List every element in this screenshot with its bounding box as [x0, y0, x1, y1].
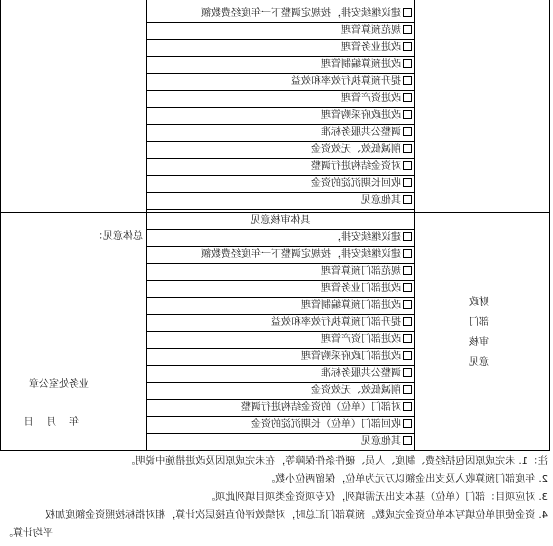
checklist-row	[147, 176, 414, 192]
checkbox[interactable]	[403, 178, 412, 187]
checklist-row	[147, 315, 414, 331]
checklist-row	[147, 383, 414, 399]
checklist-label: 改进业务管理	[341, 42, 401, 53]
checklist-row	[147, 74, 414, 90]
checklist-label: 规范部门预算管理	[321, 266, 401, 277]
checklist-row	[147, 332, 414, 348]
footnote-line: 4. 资金使用单位填写本单位资金完成数。预算部门汇总时，对绩效评价直接层次计算，相对指标按照资金额度加权	[45, 510, 548, 521]
checkbox[interactable]	[403, 8, 412, 17]
checklist-label: 建议继续安排，按规定调整下一年度经费数额	[201, 8, 401, 19]
checklist-row	[147, 91, 414, 107]
checklist-row	[147, 125, 414, 141]
checklist-label: 改进部门预算编制管理	[301, 300, 401, 311]
row-divider	[147, 450, 415, 451]
checkbox[interactable]	[403, 283, 412, 292]
checkbox[interactable]	[403, 385, 412, 394]
checklist-row	[147, 247, 414, 263]
checkbox[interactable]	[403, 368, 412, 377]
checkbox[interactable]	[403, 93, 412, 102]
checkbox[interactable]	[403, 402, 412, 411]
checklist-row	[147, 6, 414, 22]
footnote-line: 注：1. 未完成原因包括经费、制度、人员、硬件条件保障等，在未完成原因及改进措施中说明。	[125, 456, 548, 467]
checklist-label: 改进部门政府采购管理	[301, 351, 401, 362]
checklist-label: 改进部门资产管理	[321, 334, 401, 345]
checklist-row	[147, 281, 414, 297]
checklist-label: 对部门（单位）的资金结构进行调整	[241, 402, 401, 413]
checklist-row	[147, 349, 414, 365]
checklist-row	[147, 366, 414, 382]
overall-opinion-label: 总体意见：	[93, 231, 143, 242]
footnote-line: 3. 对应项目：部门（单位）基本支出无需填列，仅专项资金类项目填列此项。	[205, 492, 548, 503]
checklist-row	[147, 213, 414, 229]
checklist-label: 其他意见	[361, 436, 401, 447]
finance-review-line: 审核	[469, 337, 489, 348]
checklist-label: 调整公共服务标准	[321, 368, 401, 379]
checklist-label: 建议继续安排，按规定调整下一年度经费数额	[201, 249, 401, 260]
checkbox[interactable]	[403, 300, 412, 309]
checklist-label: 提升预算执行效率和效益	[291, 76, 401, 87]
checklist-row	[147, 434, 414, 450]
checklist-row	[147, 230, 414, 246]
checklist-label: 调整公共服务标准	[321, 127, 401, 138]
checkbox[interactable]	[403, 436, 412, 445]
checklist-label: 规范预算管理	[341, 25, 401, 36]
checklist-label: 收回部门（单位）长期沉淀的资金	[251, 419, 401, 430]
checkbox[interactable]	[403, 59, 412, 68]
checkbox[interactable]	[403, 42, 412, 51]
checkbox[interactable]	[403, 25, 412, 34]
checkbox[interactable]	[403, 144, 412, 153]
checklist-label: 其他意见	[361, 195, 401, 206]
finance-review-line: 意见	[469, 357, 489, 368]
checklist-label: 改进资产管理	[341, 93, 401, 104]
checklist-row	[147, 193, 414, 209]
checkbox[interactable]	[403, 110, 412, 119]
checklist-label: 建议继续安排，	[331, 232, 401, 243]
checklist-row	[147, 108, 414, 124]
date-text: 年 月 日	[23, 417, 79, 428]
checklist-row	[147, 57, 414, 73]
checklist-label: 对资金结构进行调整	[311, 161, 401, 172]
checklist-label: 削减低效、无效资金	[311, 385, 401, 396]
finance-review-line: 财政	[469, 297, 489, 308]
checklist-label: 提升部门预算执行效率和效益	[271, 317, 401, 328]
footnote-line: 2. 年度部门预算收入及支出金额以万元为单位，保留两位小数。	[265, 474, 548, 485]
checklist-row	[147, 264, 414, 280]
checkbox[interactable]	[403, 351, 412, 360]
checklist-row	[147, 23, 414, 39]
checklist-label: 具体审核意见	[250, 215, 311, 226]
checkbox[interactable]	[403, 266, 412, 275]
checklist-label: 收回长期沉淀的资金	[311, 178, 401, 189]
checkbox[interactable]	[403, 195, 412, 204]
checkbox[interactable]	[403, 161, 412, 170]
checklist-label: 改进预算编制管理	[321, 59, 401, 70]
checklist-row	[147, 400, 414, 416]
checkbox[interactable]	[403, 334, 412, 343]
checklist-label: 改进部门业务管理	[321, 283, 401, 294]
checkbox[interactable]	[403, 249, 412, 258]
checkbox[interactable]	[403, 317, 412, 326]
finance-review-line: 部门	[469, 317, 489, 328]
checkbox[interactable]	[403, 76, 412, 85]
finance-review-label	[459, 293, 499, 373]
checklist-row	[147, 298, 414, 314]
checkbox[interactable]	[403, 127, 412, 136]
checklist-row	[147, 142, 414, 158]
checklist-label: 改进政府采购管理	[321, 110, 401, 121]
footnote-line: 平均计算。	[3, 528, 53, 539]
row-divider	[147, 209, 415, 210]
checklist-row	[147, 417, 414, 433]
checkbox[interactable]	[403, 419, 412, 428]
checklist-row	[147, 159, 414, 175]
checklist-label: 削减低效、无效资金	[311, 144, 401, 155]
checklist-row	[147, 40, 414, 56]
stamp-text: 业务处室公章	[29, 379, 89, 390]
checkbox[interactable]	[403, 232, 412, 241]
